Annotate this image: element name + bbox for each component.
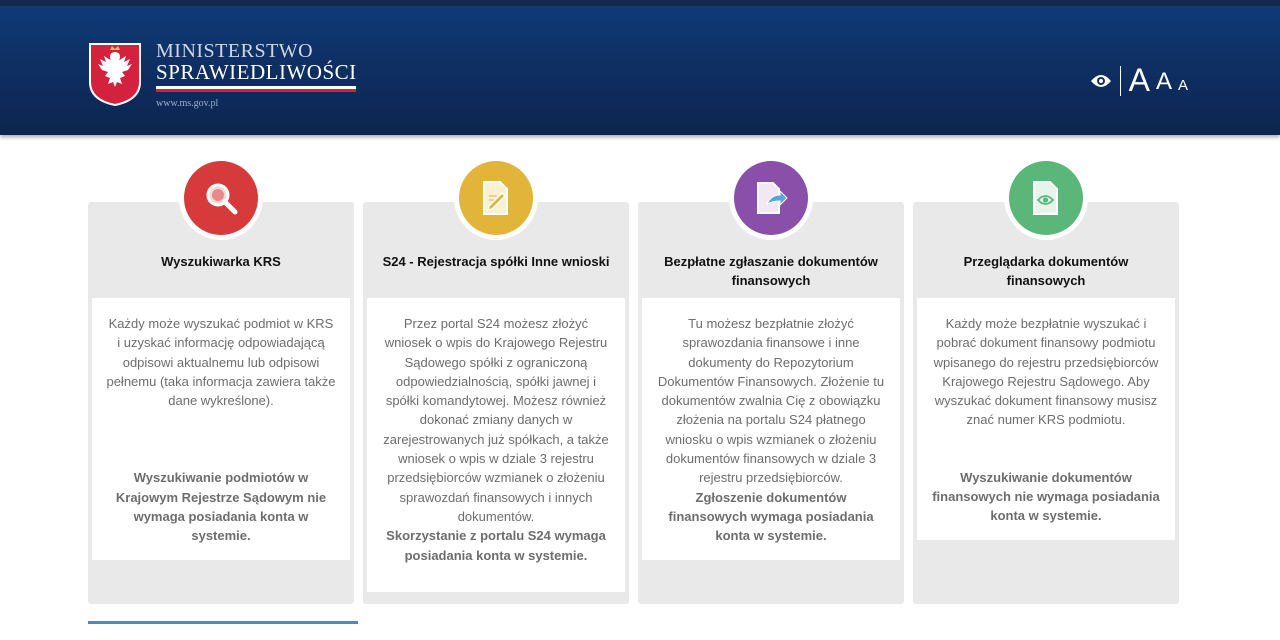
card-body: [92, 298, 350, 560]
accessibility-controls: [1090, 64, 1188, 96]
active-tab-indicator: [88, 621, 358, 624]
card-s24-registration[interactable]: [363, 202, 629, 604]
card-title: S24 - Rejestracja spółki Inne wnioski: [382, 254, 610, 269]
font-size-large-button[interactable]: A: [1128, 62, 1150, 98]
edit-document-icon: [459, 161, 533, 235]
card-note: Skorzystanie z portalu S24 wymaga posiadania konta w systemie.: [386, 528, 606, 563]
card-krs-search[interactable]: [88, 202, 354, 604]
eye-icon[interactable]: [1090, 70, 1112, 92]
card-note: Wyszukiwanie dokumentów finansowych nie wymaga posiadania konta w systemie.: [932, 469, 1160, 524]
card-description: Każdy może bezpłatnie wyszukać i pobrać dokument finansowy podmiotu wpisanego do rejestru przedsiębiorców Krajowego Rejestru Sądowego. Aby wyszukać dokument finansowy musisz znać numer KRS podmiotu.: [933, 316, 1159, 428]
card-title: Przeglądarka dokumentów finansowych: [963, 254, 1129, 288]
card-icon-wrap[interactable]: [729, 156, 813, 240]
card-description: Przez portal S24 możesz złożyć wniosek o wpis do Krajowego Rejestru Sądowego spółki z ograniczoną odpowiedzialnością, spółki jawnej i spółki komandytowej. Możesz również dokonać zmiany danych w zarejestrowanych już spółkach, a także wniosek o wpis w dziale 3 rejestru przedsiębiorców wzmianek o złożeniu sprawozdań finansowych i innych dokumentów.: [383, 316, 609, 524]
send-document-icon: [734, 161, 808, 235]
font-size-medium-button[interactable]: A: [1155, 68, 1172, 95]
card-icon-wrap[interactable]: [454, 156, 538, 240]
card-title: Bezpłatne zgłaszanie dokumentów finansowych: [664, 254, 878, 288]
view-document-icon: [1009, 161, 1083, 235]
card-description: Każdy może wyszukać podmiot w KRS i uzyskać informację odpowiadającą odpisowi aktualnemu lub odpisowi pełnemu (taka informacja zawiera także dane wykreślone).: [106, 316, 336, 409]
card-note: Zgłoszenie dokumentów finansowych wymaga posiadania konta w systemie.: [668, 489, 874, 544]
card-icon-wrap[interactable]: [1004, 156, 1088, 240]
card-body: [917, 298, 1175, 540]
card-description: Tu możesz bezpłatnie złożyć sprawozdania finansowe i inne dokumenty do Repozytorium Dokumentów Finansowych. Złożenie tu dokumentów zwalnia Cię z obowiązku złożenia na portalu S24 płatnego wniosku o wpis wzmianek o złożeniu dokumentów finansowych w dziale 3 rejestru przedsiębiorców.: [657, 316, 885, 486]
card-body: [642, 298, 900, 560]
eagle-crest-icon: [88, 42, 142, 106]
card-note: Wyszukiwanie podmiotów w Krajowym Rejestrze Sądowym nie wymaga posiadania konta w systemie.: [115, 470, 327, 544]
search-icon: [184, 161, 258, 235]
font-size-small-button[interactable]: A: [1177, 77, 1188, 94]
divider: [1120, 66, 1121, 96]
card-financial-viewer[interactable]: [913, 202, 1179, 604]
card-title: Wyszukiwarka KRS: [161, 254, 281, 269]
card-financial-submission[interactable]: [638, 202, 904, 604]
card-body: [367, 298, 625, 592]
flag-stripe: [156, 86, 356, 92]
card-icon-wrap[interactable]: [179, 156, 263, 240]
logo-url: www.ms.gov.pl: [156, 98, 219, 109]
site-header: [0, 0, 1280, 135]
logo-line1: MINISTERSTWO: [156, 40, 314, 62]
logo-line2: SPRAWIEDLIWOŚCI: [156, 60, 357, 84]
ministry-logo[interactable]: [88, 36, 368, 116]
